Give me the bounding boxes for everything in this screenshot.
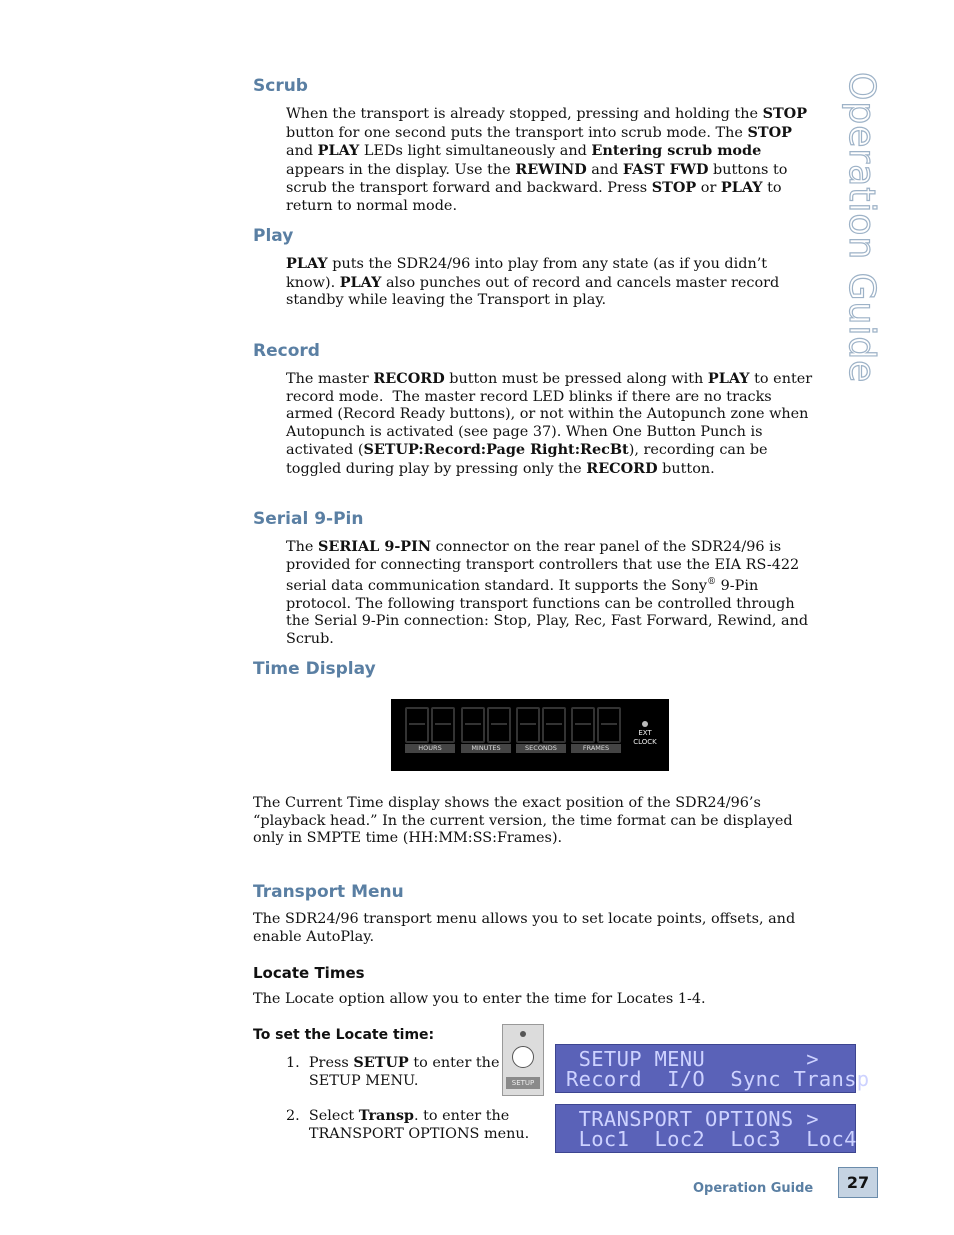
page-number: 27 [838, 1167, 878, 1198]
time-display-heading: Time Display [253, 659, 376, 679]
frames-label: FRAMES [571, 744, 621, 753]
play-body: PLAY puts the SDR24/96 into play from any state (as if you didn’t know). PLAY also punches out of record and cancels master record standby while leaving the Transport in play. [286, 255, 780, 309]
time-display-image [391, 699, 669, 771]
procedure-heading: To set the Locate time: [253, 1027, 435, 1043]
time-display-body: The Current Time display shows the exact position of the SDR24/96’s “playback head.” In the current version, the time format can be displayed only in SMPTE time (HH:MM:SS:Frames). [253, 795, 793, 847]
ext-clock-led [642, 721, 648, 727]
transport-menu-body: The SDR24/96 transport menu allows you to set locate points, offsets, and enable AutoPlay. [253, 911, 796, 945]
setup-knob [512, 1046, 534, 1068]
side-title: Operation Guide [841, 72, 882, 384]
lcd-line: Loc1 Loc2 Loc3 Loc4 [566, 1127, 857, 1151]
setup-led [520, 1031, 526, 1037]
footer-label: Operation Guide [693, 1181, 814, 1196]
scrub-heading: Scrub [253, 76, 308, 96]
locate-times-body: The Locate option allow you to enter the time for Locates 1-4. [253, 991, 706, 1007]
record-body: The master RECORD button must be pressed along with PLAY to enter record mode. The master record LED blinks if there are no tracks armed (Record Ready buttons), or not within the Autopunch zone when Autopunch is activated (see page 37). When One Button Punch is activated (SETUP:Record:Page Right:RecBt), recording can be toggled during play by pressing only the RECORD button. [286, 370, 813, 477]
transport-menu-heading: Transport Menu [253, 882, 404, 902]
step-2: 2. Select Transp. to enter the TRANSPORT OPTIONS menu. [286, 1107, 530, 1142]
locate-times-heading: Locate Times [253, 964, 365, 982]
seconds-label: SECONDS [516, 744, 566, 753]
lcd-transport-options [555, 1104, 856, 1153]
seconds-digits [516, 707, 566, 741]
lcd-line: SETUP MENU > [566, 1047, 819, 1071]
lcd-line: TRANSPORT OPTIONS > [566, 1107, 819, 1131]
setup-button-label: SETUP [506, 1077, 540, 1089]
serial-body: The SERIAL 9-PIN connector on the rear panel of the SDR24/96 is provided for connecting transport controllers that use the EIA RS-422 serial data communication standard. It supports the Sony® 9-Pin protocol. The following transport functions can be controlled through the Serial 9-Pin connection: Stop, Play, Rec, Fast Forward, Rewind, and Scrub. [286, 538, 809, 647]
frames-digits [571, 707, 621, 741]
hours-digits [405, 707, 455, 741]
lcd-setup-menu [555, 1044, 870, 1093]
step-1: 1. Press SETUP to enter the SETUP MENU. [286, 1054, 500, 1089]
play-heading: Play [253, 226, 294, 246]
scrub-body: When the transport is already stopped, pressing and holding the STOP button for one second puts the transport into scrub mode. The STOP and PLAY LEDs light simultaneously and Entering scrub mode appears in the display. Use the REWIND and FAST FWD buttons to scrub the transport forward and backward. Press STOP or PLAY to return to normal mode. [286, 105, 808, 214]
ext-clock-label: EXT CLOCK [633, 729, 657, 746]
lcd-line: Record I/O Sync Transp [566, 1067, 870, 1091]
record-heading: Record [253, 341, 320, 361]
minutes-digits [461, 707, 511, 741]
minutes-label: MINUTES [461, 744, 511, 753]
setup-button-image [502, 1024, 544, 1096]
hours-label: HOURS [405, 744, 455, 753]
serial-heading: Serial 9-Pin [253, 509, 364, 529]
